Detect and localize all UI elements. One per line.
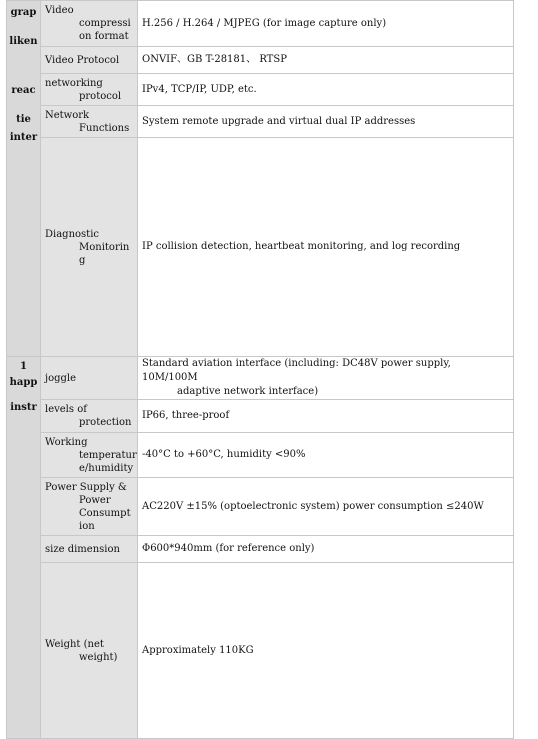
group-label-line: inter: [9, 132, 38, 143]
spec-value: H.256 / H.264 / MJPEG (for image capture only): [138, 1, 514, 47]
spec-value: ONVIF、GB T-28181、 RTSP: [138, 47, 514, 74]
spec-value: IPv4, TCP/IP, UDP, etc.: [138, 74, 514, 106]
spec-value: Approximately 110KG: [138, 563, 514, 739]
group-label-line: instr: [10, 402, 37, 413]
spec-value: System remote upgrade and virtual dual IP addresses: [138, 106, 514, 138]
group-label-line: happ: [9, 377, 38, 388]
spec-label: levels of protection: [41, 400, 138, 433]
spec-label: Working temperatur e/humidity: [41, 433, 138, 478]
table-row: [7, 74, 514, 106]
spec-label: Diagnostic Monitorin g: [41, 138, 138, 357]
table-row: [7, 536, 514, 563]
spec-value: Standard aviation interface (including: DC48V power supply, 10M/100M adaptive network interface): [138, 357, 514, 400]
spec-label: Video compressi on format: [41, 1, 138, 47]
spec-label: Video Protocol: [41, 47, 138, 74]
spec-label: Weight (net weight): [41, 563, 138, 739]
table-row: [7, 433, 514, 478]
spec-label: Network Functions: [41, 106, 138, 138]
spec-table: [6, 0, 514, 739]
table-row: [7, 106, 514, 138]
group-label-line: reac: [11, 85, 36, 96]
spec-label: Power Supply & Power Consumpt ion: [41, 478, 138, 536]
table-row: [7, 47, 514, 74]
table-row: [7, 357, 514, 400]
spec-value: AC220V ±15% (optoelectronic system) power consumption ≤240W: [138, 478, 514, 536]
group-label-line: 1: [20, 361, 27, 372]
group-label-line: tie: [16, 114, 31, 125]
spec-value: IP66, three-proof: [138, 400, 514, 433]
spec-label: networking protocol: [41, 74, 138, 106]
spec-label: joggle: [41, 357, 138, 400]
group-label-line: grap: [10, 7, 37, 18]
spec-value: -40°C to +60°C, humidity <90%: [138, 433, 514, 478]
table-row: [7, 400, 514, 433]
table-row: [7, 478, 514, 536]
group-label-network: [7, 1, 41, 357]
table-row: [7, 138, 514, 357]
spec-value: Φ600*940mm (for reference only): [138, 536, 514, 563]
spec-value: IP collision detection, heartbeat monitoring, and log recording: [138, 138, 514, 357]
spec-label: size dimension: [41, 536, 138, 563]
group-label-line: liken: [9, 36, 38, 47]
table-row: [7, 563, 514, 739]
table-right-border: [513, 0, 514, 727]
group-label-hardware: [7, 357, 41, 739]
table-row: [7, 1, 514, 47]
